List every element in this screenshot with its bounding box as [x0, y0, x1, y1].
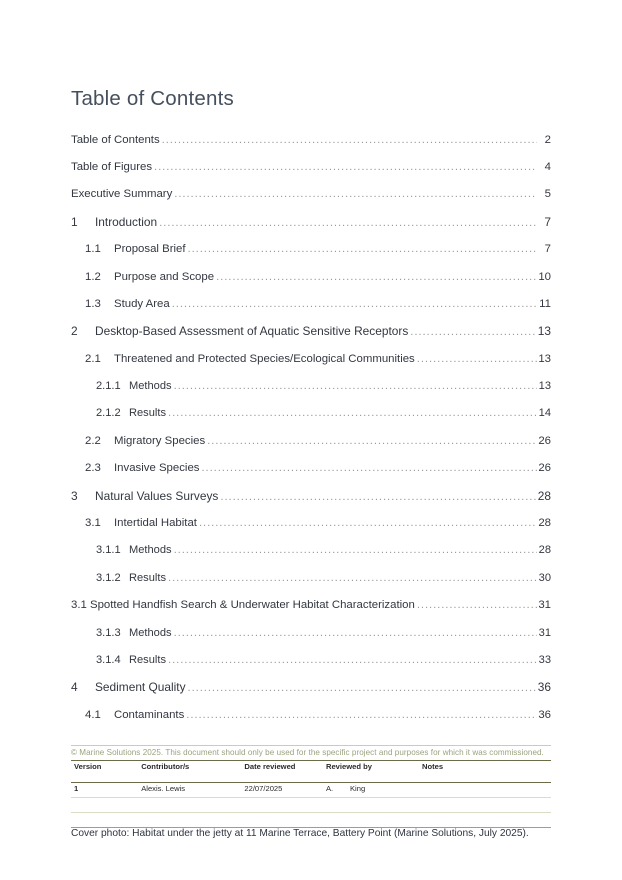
toc-entry[interactable] [71, 181, 551, 208]
toc-entry[interactable] [71, 209, 551, 236]
cell-contributor [138, 813, 241, 828]
toc-leader-dots [174, 373, 537, 400]
toc-entry-page-number: 14 [538, 407, 551, 420]
cell-contributor: Alexis. Lewis [138, 783, 241, 798]
header-date-reviewed: Date reviewed [241, 761, 323, 783]
toc-entry-page-number: 31 [538, 599, 551, 612]
cell-notes [419, 783, 551, 798]
toc-entry-number: 3.1.3 [96, 626, 121, 639]
toc-entry-number: 2.1.2 [96, 407, 121, 420]
toc-entry[interactable] [71, 483, 551, 510]
header-version: Version [71, 761, 138, 783]
toc-content [71, 88, 551, 729]
toc-entry-label: Migratory Species [114, 434, 206, 447]
toc-entry-page-number: 13 [537, 324, 551, 339]
toc-entry-page-number: 31 [538, 626, 551, 639]
toc-entry-label: Invasive Species [114, 462, 200, 475]
toc-entry[interactable] [71, 674, 551, 701]
toc-leader-dots [168, 400, 537, 427]
toc-entry[interactable] [71, 702, 551, 729]
cell-date-reviewed: 22/07/2025 [241, 783, 323, 798]
toc-leader-dots [417, 346, 537, 373]
toc-entry-number: 3.1 [85, 517, 101, 530]
toc-entry-number: 1.2 [85, 270, 101, 283]
toc-entry-page-number: 2 [544, 133, 551, 146]
cell-reviewed-by [323, 798, 419, 813]
toc-entry[interactable] [71, 592, 551, 619]
toc-entry-label: Contaminants [114, 708, 185, 721]
cell-reviewed-by [323, 813, 419, 828]
reviewer-initial: A. [325, 783, 334, 793]
toc-entry-page-number: 26 [538, 434, 551, 447]
toc-entry[interactable] [71, 236, 551, 263]
toc-leader-dots [174, 181, 537, 208]
toc-leader-dots [168, 647, 537, 674]
toc-entry-label: Results [129, 407, 166, 420]
cell-reviewed-by [323, 783, 419, 798]
toc-entry-label: Introduction [95, 214, 158, 229]
toc-entry-page-number: 13 [538, 352, 551, 365]
toc-leader-dots [174, 620, 537, 647]
table-row [71, 798, 551, 813]
header-notes: Notes [419, 761, 551, 783]
toc-entry-label: Methods [129, 626, 172, 639]
revision-table [71, 760, 551, 828]
toc-entry-page-number: 36 [538, 708, 551, 721]
toc-entry-number: 2 [71, 324, 78, 339]
reviewer-surname: King [349, 783, 366, 793]
toc-entry-page-number: 36 [537, 680, 551, 695]
toc-entry-page-number: 4 [544, 160, 551, 173]
document-footer [71, 745, 551, 828]
toc-leader-dots [168, 565, 537, 592]
toc-entry-page-number: 28 [537, 488, 551, 503]
toc-entry[interactable] [71, 154, 551, 181]
toc-entry[interactable] [71, 291, 551, 318]
toc-entry-label: Methods [129, 380, 172, 393]
table-row [71, 813, 551, 828]
toc-entry-label: Table of Figures [71, 160, 153, 173]
toc-entry-label: Purpose and Scope [114, 270, 215, 283]
toc-entry[interactable] [71, 400, 551, 427]
table-row [71, 783, 551, 798]
toc-entry-label: Results [129, 653, 166, 666]
toc-entry-label: Executive Summary [71, 188, 173, 201]
toc-entry-number: 1 [71, 214, 78, 229]
toc-entry-label: Intertidal Habitat [114, 517, 197, 530]
toc-entry[interactable] [71, 455, 551, 482]
toc-list [71, 127, 551, 730]
toc-entry-label: Threatened and Protected Species/Ecological Communities [114, 352, 415, 365]
toc-entry-page-number: 13 [538, 380, 551, 393]
toc-entry-label: Proposal Brief [114, 243, 186, 256]
toc-leader-dots [207, 428, 537, 455]
toc-leader-dots [216, 264, 537, 291]
toc-entry-number: 3.1.2 [96, 571, 121, 584]
toc-leader-dots [188, 675, 537, 701]
cell-version: 1 [71, 783, 138, 798]
toc-leader-dots [417, 592, 537, 619]
toc-entry-label: Desktop-Based Assessment of Aquatic Sensitive Receptors [95, 324, 409, 339]
toc-entry-number: 3.1.4 [96, 653, 121, 666]
toc-entry[interactable] [71, 346, 551, 373]
copyright-notice: © Marine Solutions 2025. This document should only be used for the specific project and purposes for which it was commissioned. [71, 748, 544, 757]
toc-entry-label: Results [129, 571, 166, 584]
toc-entry-number: 1.3 [85, 297, 101, 310]
cell-notes [419, 798, 551, 813]
header-reviewed-by: Reviewed by [323, 761, 419, 783]
toc-leader-dots [159, 210, 537, 236]
header-contributor: Contributor/s [138, 761, 241, 783]
toc-entry[interactable] [71, 428, 551, 455]
toc-entry-number: 4.1 [85, 708, 101, 721]
toc-entry-page-number: 30 [538, 571, 551, 584]
cell-date-reviewed [241, 813, 323, 828]
toc-entry-number: 2.2 [85, 434, 101, 447]
toc-entry-page-number: 26 [538, 462, 551, 475]
toc-leader-dots [162, 127, 537, 154]
cover-photo-caption: Cover photo: Habitat under the jetty at 11 Marine Terrace, Battery Point (Marine Solutions, July 2025). [71, 828, 529, 839]
toc-entry-page-number: 28 [538, 544, 551, 557]
toc-entry[interactable] [71, 537, 551, 564]
toc-entry[interactable] [71, 620, 551, 647]
cell-contributor [138, 798, 241, 813]
toc-entry-label: 3.1 Spotted Handfish Search & Underwater Habitat Characterization [71, 599, 415, 612]
cell-date-reviewed [241, 798, 323, 813]
toc-entry-page-number: 5 [544, 188, 551, 201]
toc-entry-page-number: 33 [538, 653, 551, 666]
page-title: Table of Contents [71, 87, 234, 110]
toc-entry-page-number: 11 [539, 297, 551, 310]
toc-entry-page-number: 28 [538, 517, 551, 530]
toc-entry-number: 2.1 [85, 352, 101, 365]
revision-table-head [71, 761, 551, 783]
toc-leader-dots [199, 510, 537, 537]
toc-leader-dots [410, 319, 536, 345]
toc-leader-dots [220, 484, 536, 510]
toc-entry-label: Natural Values Surveys [95, 488, 219, 503]
toc-leader-dots [154, 154, 537, 181]
toc-entry[interactable] [71, 647, 551, 674]
toc-entry-number: 3 [71, 488, 78, 503]
cell-version [71, 798, 138, 813]
toc-entry-page-number: 7 [544, 243, 551, 256]
toc-entry-label: Table of Contents [71, 133, 160, 146]
toc-leader-dots [172, 291, 537, 318]
toc-entry[interactable] [71, 510, 551, 537]
toc-entry-number: 2.3 [85, 462, 101, 475]
toc-entry[interactable] [71, 565, 551, 592]
toc-entry-page-number: 7 [544, 214, 551, 229]
toc-entry-number: 1.1 [85, 243, 101, 256]
toc-leader-dots [201, 455, 537, 482]
toc-entry-label: Methods [129, 544, 172, 557]
toc-entry-number: 3.1.1 [96, 544, 121, 557]
toc-entry[interactable] [71, 264, 551, 291]
toc-entry-page-number: 10 [538, 270, 551, 283]
toc-leader-dots [174, 537, 537, 564]
toc-entry-number: 4 [71, 680, 78, 695]
toc-entry[interactable] [71, 373, 551, 400]
cell-version [71, 813, 138, 828]
toc-entry-label: Study Area [114, 297, 170, 310]
toc-entry-number: 2.1.1 [96, 380, 121, 393]
toc-leader-dots [186, 702, 537, 729]
table-header-row [71, 761, 551, 783]
toc-leader-dots [188, 236, 537, 263]
cell-notes [419, 813, 551, 828]
toc-entry[interactable] [71, 127, 551, 154]
toc-entry[interactable] [71, 318, 551, 345]
revision-table-body [71, 783, 551, 828]
toc-entry-label: Sediment Quality [95, 680, 186, 695]
